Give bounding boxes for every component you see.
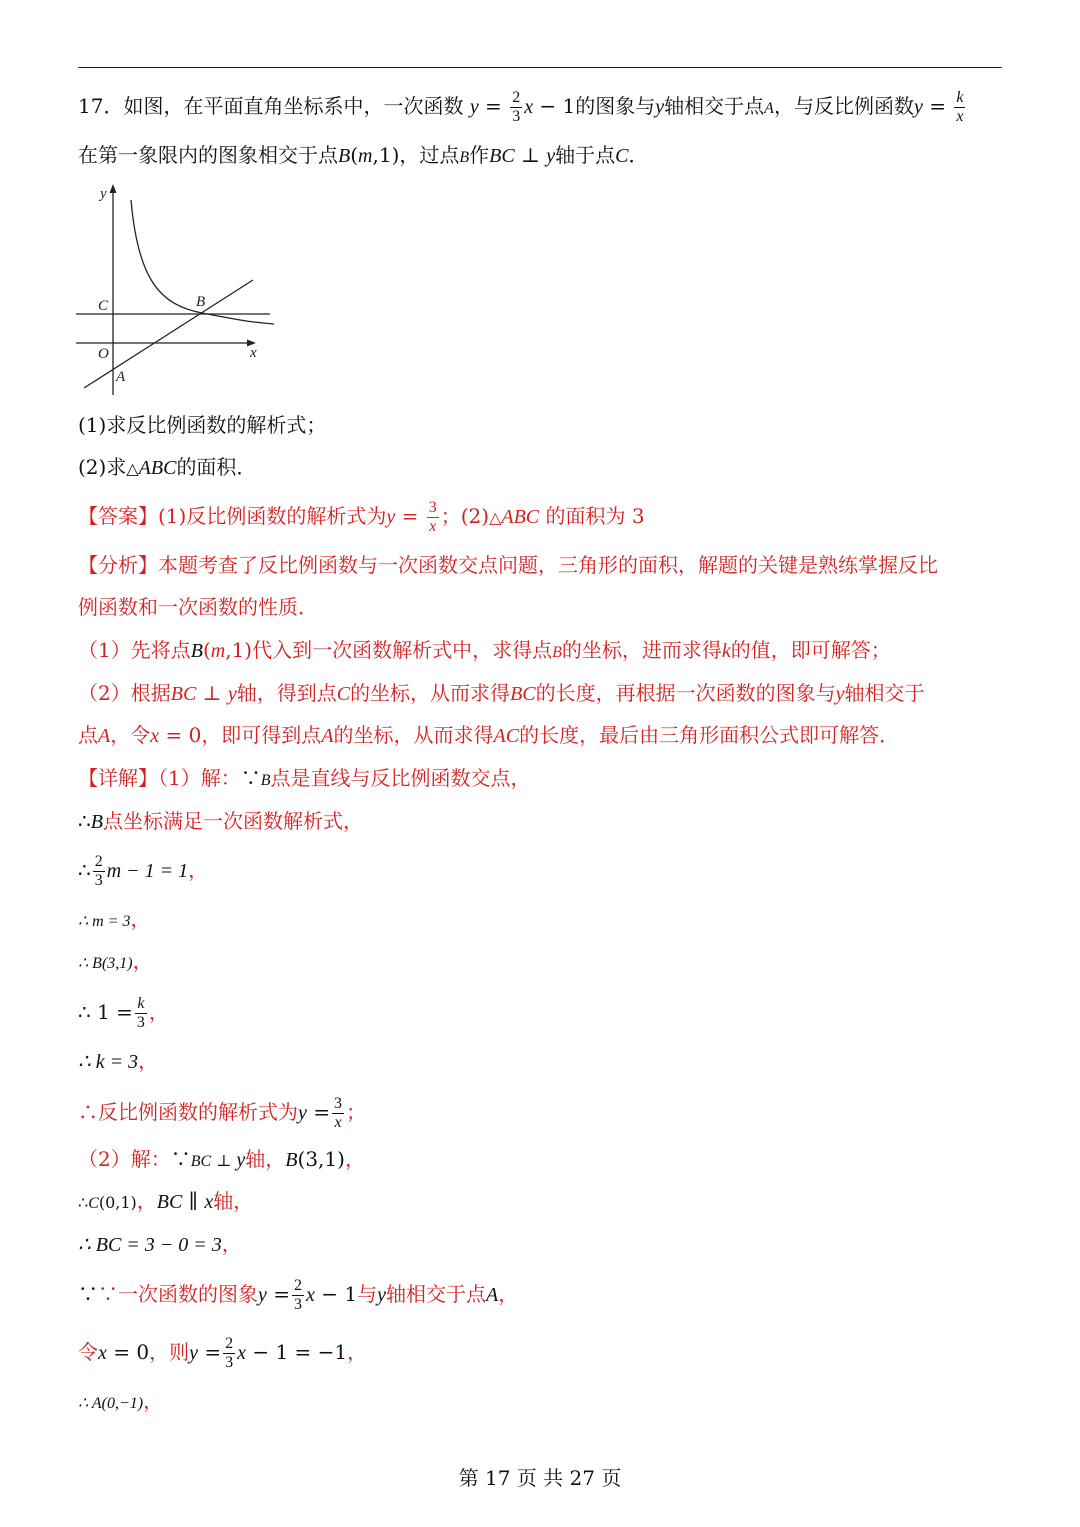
header-rule [78, 67, 1002, 68]
answer-line: 【答案】(1)反比例函数的解析式为y = $\frac{3}{x}$ ；(2)△ABC 的面积为 3 [78, 499, 645, 535]
detail-line-12: ∵∵一次函数的图象y = $\frac{2}{3}$ x − 1与y轴相交于点A， [78, 1277, 519, 1313]
fraction-3-over-x-2: $\frac{3}{x}$ [334, 1095, 343, 1131]
detail-line-4: ∴ m = 3， [78, 907, 151, 931]
analysis-step-1: （1）先将点B(m,1)代入到一次函数解析式中，求得点B的坐标，进而求得k的值，即可解答； [78, 638, 891, 662]
question-2: (2)求△ABC的面积． [78, 455, 257, 479]
fraction-two-thirds-2: $\frac{2}{3}$ [294, 1277, 303, 1313]
label-a: A [116, 369, 126, 385]
detail-line-1: 【详解】（1）解：∵B点是直线与反比例函数交点， [78, 766, 531, 790]
detail-line-11: ∴ BC = 3 − 0 = 3， [78, 1232, 242, 1256]
label-c: C [98, 298, 109, 314]
coordinate-graph [70, 180, 285, 400]
fraction-k-over-x: $\frac{k}{x}$ [956, 89, 964, 125]
fraction-two-thirds-3: $\frac{2}{3}$ [225, 1335, 234, 1371]
detail-line-7: ∴ k = 3， [78, 1049, 159, 1073]
analysis-step-2-cont: 点A，令x = 0，即可得到点A的坐标，从而求得AC的长度，最后由三角形面积公式即可解答． [78, 723, 900, 747]
fraction-two-thirds-m: $\frac{2}{3}$ [94, 853, 103, 889]
problem-line-1: 17．如图，在平面直角坐标系中，一次函数 y = $\frac{2}{3}$ x − 1的图象与y轴相交于点A，与反比例函数y = $\frac{k}{x}$ [78, 89, 964, 125]
analysis-line-1: 【分析】本题考查了反比例函数与一次函数交点问题，三角形的面积，解题的关键是熟练掌握反比 [78, 553, 938, 577]
detail-line-3: ∴ $\frac{2}{3}$ m − 1 = 1， [78, 853, 209, 889]
fraction-two-thirds: $\frac{2}{3}$ [512, 89, 521, 125]
problem-line-2: 在第一象限内的图象相交于点B(m,1)，过点B作BC ⊥ y轴于点C． [78, 143, 649, 167]
detail-line-9: （2）解：∵BC ⊥ y轴，B(3,1)， [78, 1147, 365, 1171]
y-axis-arrow [110, 184, 117, 193]
fraction-3-over-x: $\frac{3}{x}$ [428, 499, 437, 535]
fraction-k-over-3: $\frac{k}{3}$ [136, 995, 145, 1031]
detail-line-13: 令x = 0，则y = $\frac{2}{3}$ x − 1 = −1， [78, 1335, 368, 1371]
page-footer: 第 17 页 共 27 页 [458, 1466, 622, 1490]
label-x: x [250, 345, 257, 361]
detail-line-14: ∴ A(0,−1)， [78, 1389, 164, 1413]
label-o: O [98, 346, 109, 362]
analysis-line-2: 例函数和一次函数的性质． [78, 595, 318, 619]
detail-line-8: ∴反比例函数的解析式为y = $\frac{3}{x}$ ； [78, 1095, 367, 1131]
detail-line-6: ∴ 1 = $\frac{k}{3}$ ， [78, 995, 169, 1031]
detail-line-2: ∴B点坐标满足一次函数解析式， [78, 809, 363, 833]
label-y: y [100, 186, 107, 202]
detail-line-10: ∴C(0,1)，BC ∥ x轴， [78, 1189, 254, 1213]
detail-line-5: ∴ B(3,1)， [78, 949, 153, 973]
linear-function-line [84, 280, 253, 388]
label-b: B [196, 294, 206, 310]
analysis-step-2: （2）根据BC ⊥ y轴，得到点C的坐标，从而求得BC的长度，再根据一次函数的图象与y轴相交于 [78, 681, 925, 705]
question-1: (1)求反比例函数的解析式； [78, 413, 327, 437]
